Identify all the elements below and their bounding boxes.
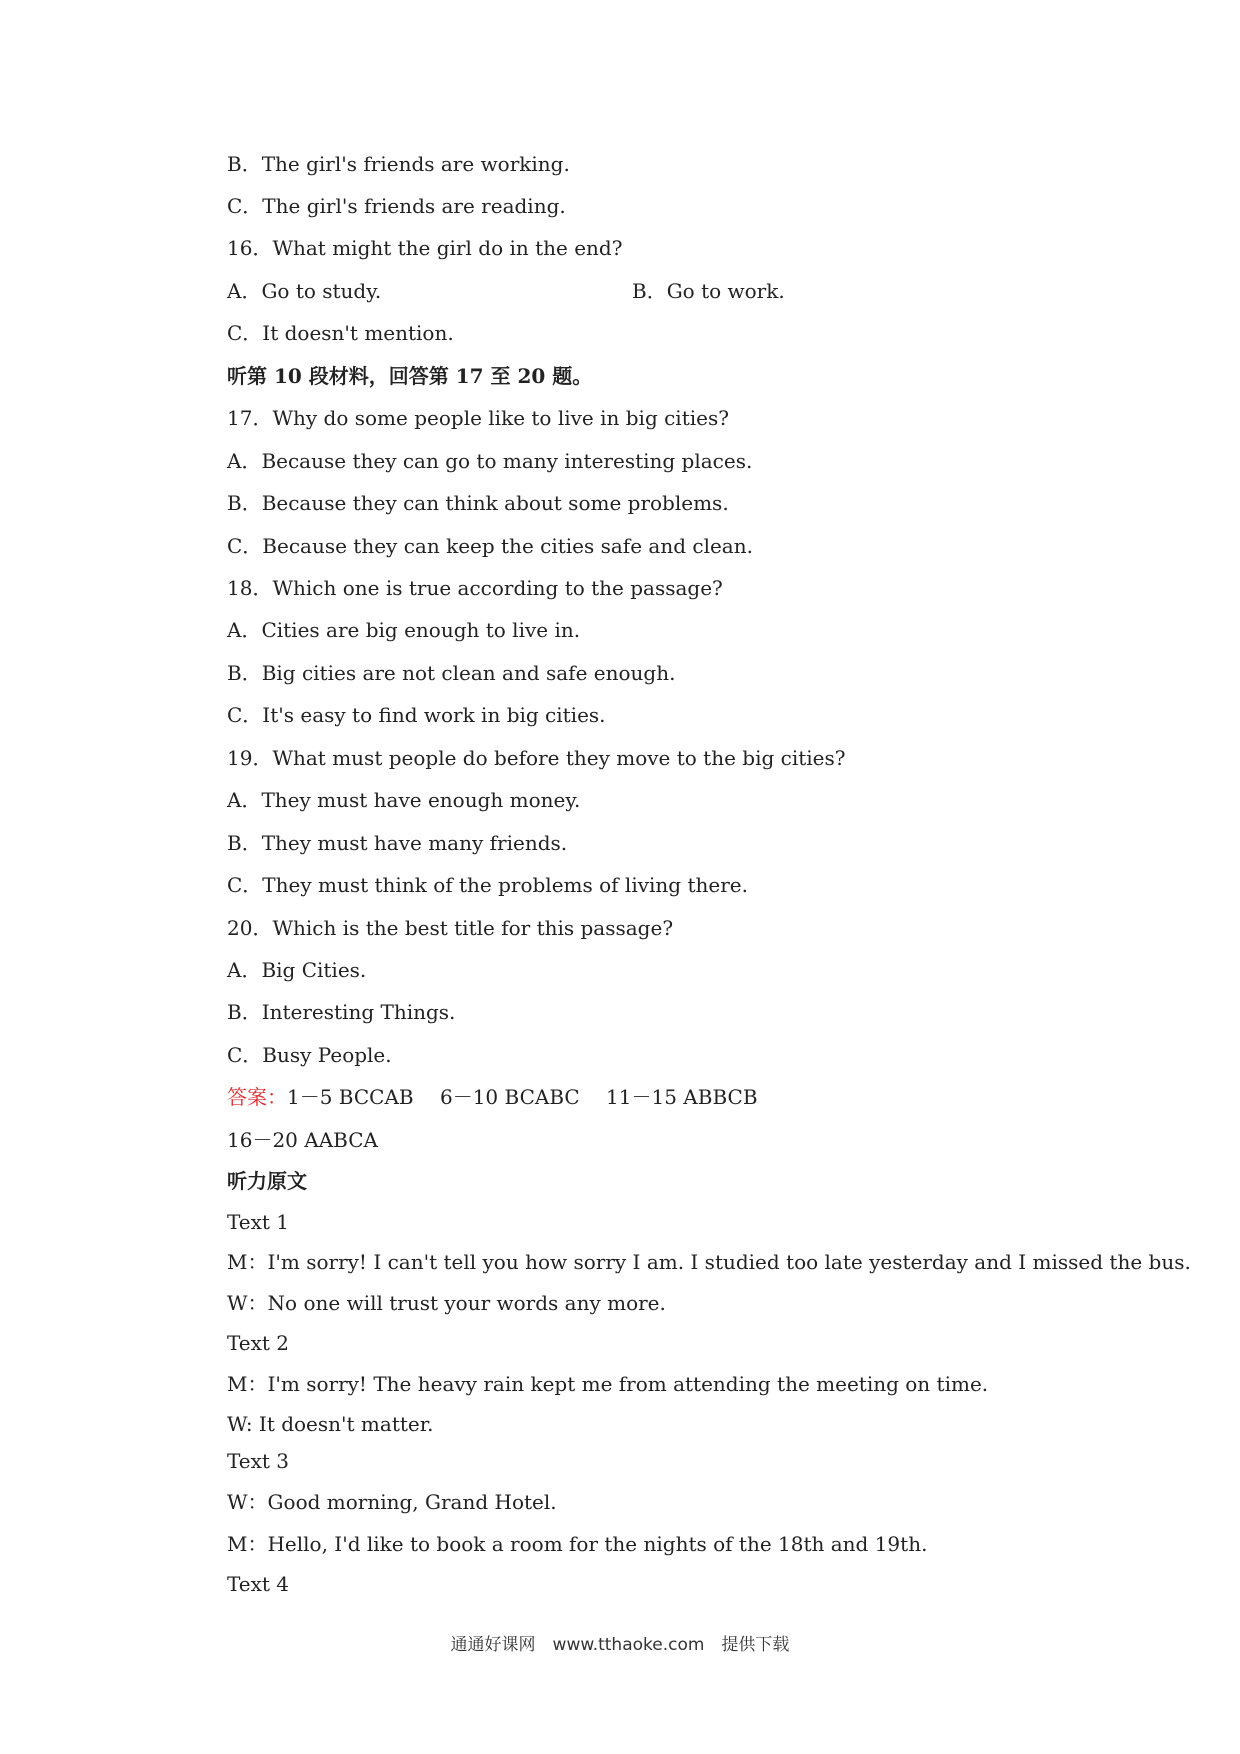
q19-option-b: B．They must have many friends. xyxy=(227,831,568,855)
q17-stem: 17．Why do some people like to live in big cities? xyxy=(227,406,729,430)
q19-option-a: A．They must have enough money. xyxy=(227,788,581,812)
answer-label: 答案： xyxy=(227,1085,287,1109)
text1-woman-line: W：No one will trust your words any more. xyxy=(227,1291,666,1315)
answer-key-line-2: 16－20 AABCA xyxy=(227,1128,378,1152)
answer-key-line-1 xyxy=(227,1085,758,1109)
text4-title: Text 4 xyxy=(227,1572,290,1596)
text3-title: Text 3 xyxy=(227,1449,290,1473)
q16-option-c: C．It doesn't mention. xyxy=(227,321,454,345)
text3-woman-line: W：Good morning, Grand Hotel. xyxy=(227,1490,557,1514)
q16-option-b: B．Go to work. xyxy=(632,279,785,303)
q16-option-a: A．Go to study. xyxy=(227,279,382,303)
text1-man-line: M：I'm sorry! I can't tell you how sorry I am. I studied too late yesterday and I missed the bus. xyxy=(227,1250,1191,1274)
text2-man-line: M：I'm sorry! The heavy rain kept me from attending the meeting on time. xyxy=(227,1372,989,1396)
q20-option-a: A．Big Cities. xyxy=(227,958,367,982)
answer-values-1: 1－5 BCCAB 6－10 BCABC 11－15 ABBCB xyxy=(287,1085,758,1109)
q19-stem: 19．What must people do before they move to the big cities? xyxy=(227,746,846,770)
section-10-heading: 听第 10 段材料，回答第 17 至 20 题。 xyxy=(227,364,593,388)
q16-stem: 16．What might the girl do in the end? xyxy=(227,236,623,260)
q17-option-a: A．Because they can go to many interesting places. xyxy=(227,449,753,473)
transcript-heading: 听力原文 xyxy=(227,1169,307,1193)
page-footer: 通通好课网 www.tthaoke.com 提供下载 xyxy=(450,1635,790,1655)
text3-man-line: M：Hello, I'd like to book a room for the nights of the 18th and 19th. xyxy=(227,1532,928,1556)
text1-title: Text 1 xyxy=(227,1210,290,1234)
q18-option-b: B．Big cities are not clean and safe enough. xyxy=(227,661,676,685)
q18-stem: 18．Which one is true according to the passage? xyxy=(227,576,723,600)
text2-woman-line: W: It doesn't matter. xyxy=(227,1412,434,1436)
q17-option-c: C．Because they can keep the cities safe and clean. xyxy=(227,534,753,558)
q19-option-c: C．They must think of the problems of living there. xyxy=(227,873,748,897)
q20-option-c: C．Busy People. xyxy=(227,1043,392,1067)
q15-option-c: C．The girl's friends are reading. xyxy=(227,194,566,218)
text2-title: Text 2 xyxy=(227,1331,290,1355)
q18-option-a: A．Cities are big enough to live in. xyxy=(227,618,581,642)
q15-option-b: B．The girl's friends are working. xyxy=(227,152,570,176)
q20-option-b: B．Interesting Things. xyxy=(227,1000,456,1024)
q17-option-b: B．Because they can think about some problems. xyxy=(227,491,729,515)
q20-stem: 20．Which is the best title for this passage? xyxy=(227,916,674,940)
q18-option-c: C．It's easy to find work in big cities. xyxy=(227,703,606,727)
